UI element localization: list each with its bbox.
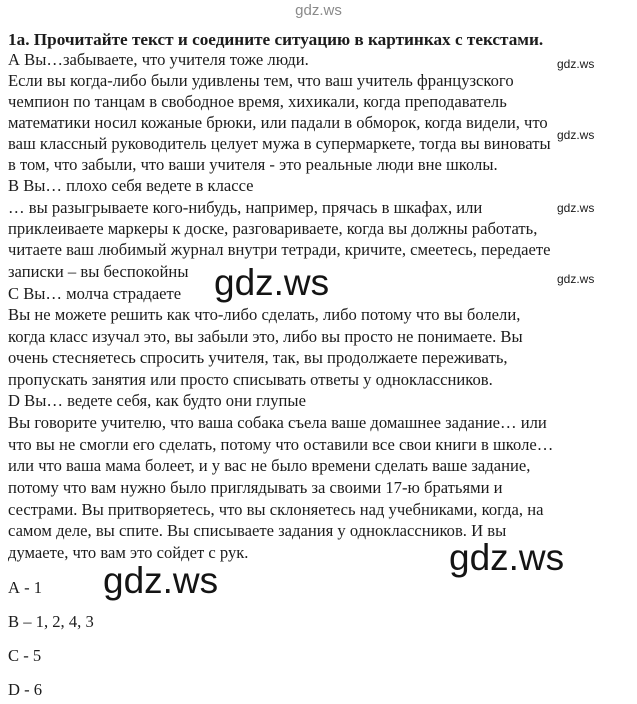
text-line: потому что вам нужно было приглядывать за своими 17-ю братьями и bbox=[8, 478, 503, 497]
watermark-large: gdz.ws bbox=[214, 262, 330, 303]
text-line: Вы не можете решить как что-либо сделать, либо потому что вы болели, bbox=[8, 305, 521, 324]
text-line: читаете ваш любимый журнал внутри тетради, кричите, смеетесь, передаете bbox=[8, 240, 551, 259]
answer-c: С - 5 bbox=[8, 646, 42, 665]
text-line: или что ваша мама болеет, и у вас не было времени сделать ваше задание, bbox=[8, 456, 531, 475]
text-line: когда класс изучал это, вы забыли это, либо вы просто не понимаете. Вы bbox=[8, 327, 523, 346]
text-line: чемпион по танцам в свободное время, хихикали, когда преподаватель bbox=[8, 92, 507, 111]
text-line: Вы говорите учителю, что ваша собака съела ваше домашнее задание… или bbox=[8, 413, 547, 432]
watermark-small: gdz.ws bbox=[557, 57, 595, 71]
watermark-small: gdz.ws bbox=[557, 272, 595, 286]
text-line: А Вы…забываете, что учителя тоже люди. bbox=[8, 50, 309, 69]
text-line: приклеиваете маркеры к доске, разговариваете, когда вы должны работать, bbox=[8, 219, 538, 238]
text-line: самом деле, вы спите. Вы списываете задания у одноклассников. И вы bbox=[8, 521, 507, 540]
text-line: сестрами. Вы притворяетесь, что вы склоняетесь над учебниками, когда, на bbox=[8, 500, 544, 519]
answer-d: D - 6 bbox=[8, 680, 43, 699]
text-line: очень стесняетесь спросить учителя, так, вы продолжаете переживать, bbox=[8, 348, 508, 367]
text-line: В Вы… плохо себя ведете в классе bbox=[8, 176, 254, 195]
text-line: пропускать занятия или просто списывать ответы у одноклассников. bbox=[8, 370, 493, 389]
text-line: записки – вы беспокойны bbox=[8, 262, 189, 281]
answer-b: В – 1, 2, 4, 3 bbox=[8, 612, 94, 631]
text-line: что вы не смогли его сделать, потому что оставили все свои книги в школе… bbox=[8, 435, 554, 454]
text-line: думаете, что вам это сойдет с рук. bbox=[8, 543, 249, 562]
watermark-small: gdz.ws bbox=[557, 128, 595, 142]
watermark-small: gdz.ws bbox=[557, 201, 595, 215]
answer-a: А - 1 bbox=[8, 578, 43, 597]
watermark-large: gdz.ws bbox=[449, 537, 565, 578]
text-line: D Вы… ведете себя, как будто они глупые bbox=[8, 391, 306, 410]
exercise-heading: 1а. Прочитайте текст и соедините ситуацию в картинках с текстами. bbox=[8, 30, 544, 49]
text-line: математики носил кожаные брюки, или падали в обморок, когда видели, что bbox=[8, 113, 548, 132]
text-line: … вы разыгрываете кого-нибудь, например, прячась в шкафах, или bbox=[8, 198, 483, 217]
watermark-large: gdz.ws bbox=[103, 560, 219, 601]
text-line: в том, что забыли, что ваши учителя - это реальные люди вне школы. bbox=[8, 155, 498, 174]
watermark-top: gdz.ws bbox=[295, 2, 342, 19]
text-line: ваш классный руководитель целует мужа в супермаркете, тогда вы виноваты bbox=[8, 134, 551, 153]
text-line: С Вы… молча страдаете bbox=[8, 284, 182, 303]
text-line: Если вы когда-либо были удивлены тем, что ваш учитель французского bbox=[8, 71, 514, 90]
